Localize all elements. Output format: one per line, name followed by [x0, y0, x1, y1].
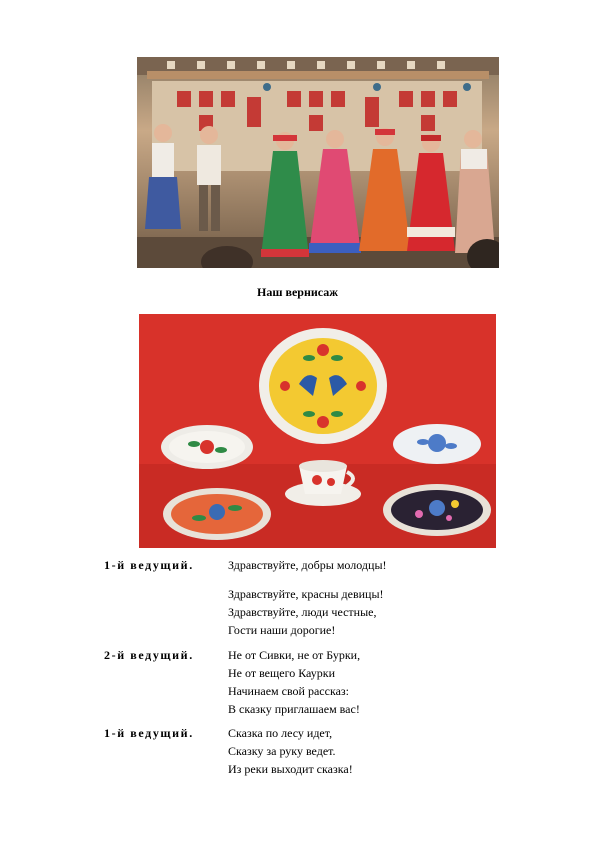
dialogue-line: Не от вещего Каурки — [228, 666, 336, 680]
dialogue-line: В сказку приглашаем вас! — [228, 702, 360, 716]
photo-caption: Наш вернисаж — [257, 285, 338, 299]
dialogue-line: Не от Сивки, не от Бурки, — [228, 648, 361, 662]
speaker-label: 1-й ведущий. — [104, 726, 194, 740]
folk-ensemble-photo — [137, 57, 499, 268]
painted-plates-illustration — [139, 314, 496, 548]
dialogue-line: Здравствуйте, красны девицы! — [228, 587, 384, 601]
dialogue-line: Сказка по лесу идет, — [228, 726, 333, 740]
dialogue-line: Сказку за руку ведет. — [228, 744, 336, 758]
speaker-label: 2-й ведущий. — [104, 648, 194, 662]
dialogue-line: Из реки выходит сказка! — [228, 762, 353, 776]
dialogue-line: Гости наши дорогие! — [228, 623, 336, 637]
painted-plates-photo — [139, 314, 496, 548]
dialogue-line: Здравствуйте, добры молодцы! — [228, 558, 387, 572]
dialogue-line: Здравствуйте, люди честные, — [228, 605, 377, 619]
dialogue-line: Начинаем свой рассказ: — [228, 684, 349, 698]
folk-ensemble-illustration — [137, 57, 499, 268]
speaker-label: 1-й ведущий. — [104, 558, 194, 572]
